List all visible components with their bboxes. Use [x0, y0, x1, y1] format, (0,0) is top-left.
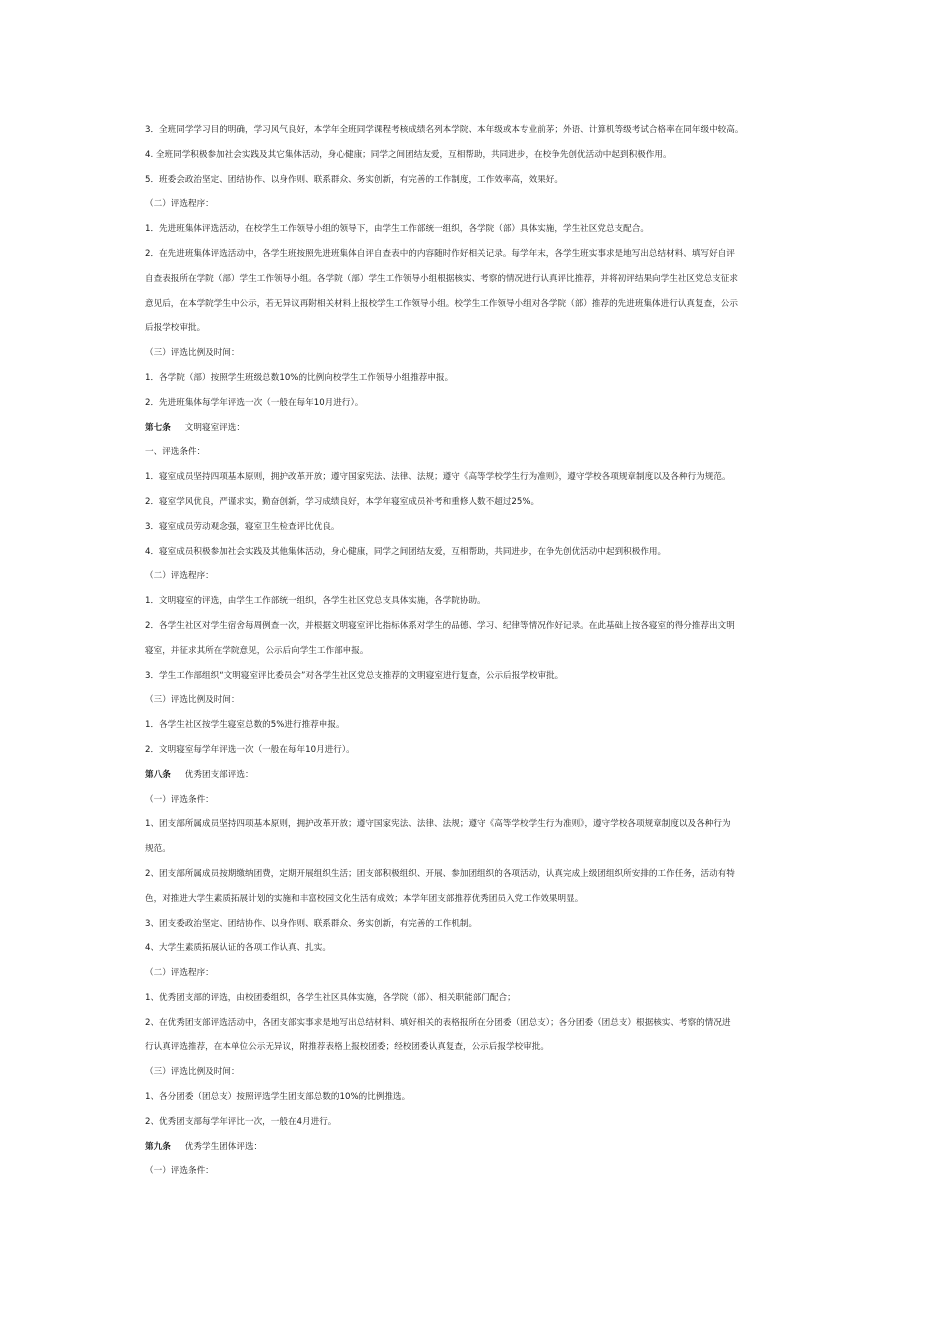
text-line: [145, 843, 815, 855]
line-text: 文明寝室评选：: [184, 422, 245, 433]
text-line: [145, 595, 815, 607]
line-text: 规范。: [145, 844, 171, 855]
text-line: [145, 322, 815, 334]
text-line: [145, 1091, 815, 1103]
text-line: [145, 620, 815, 632]
line-text: 2、优秀团支部每学年评比一次，一般在4月进行。: [145, 1116, 337, 1127]
line-text: 2．在先进班集体评选活动中，各学生班按照先进班集体自评自查表中的内容随时作好相关记录。每学年末，各学生班实事求是地写出总结材料、填写好自评: [145, 248, 735, 259]
line-text: 1．先进班集体评选活动，在校学生工作领导小组的领导下，由学生工作部统一组织，各学院（部）具体实施，学生社区党总支配合。: [145, 224, 649, 235]
line-text: 2．文明寝室每学年评选一次（一般在每年10月进行）。: [145, 744, 355, 755]
text-line: [145, 248, 815, 260]
text-line: [145, 1066, 815, 1078]
line-text: 2．各学生社区对学生宿舍每周例查一次，并根据文明寝室评比指标体系对学生的品德、学习、纪律等情况作好记录。在此基础上按各寝室的得分推荐出文明: [145, 620, 735, 631]
line-text: 优秀学生团体评选：: [184, 1141, 263, 1152]
text-line: [145, 496, 815, 508]
line-text: 优秀团支部评选：: [184, 769, 254, 780]
text-line: [145, 372, 815, 384]
text-line: [145, 546, 815, 558]
line-text: 4、大学生素质拓展认证的各项工作认真、扎实。: [145, 943, 331, 954]
text-line: [145, 149, 815, 161]
text-line: [145, 298, 815, 310]
line-text: 3．全班同学学习目的明确，学习风气良好，本学年全班同学课程考核成绩名列本学院、本年级或本专业前茅；外语、计算机等级考试合格率在同年级中较高。: [145, 125, 744, 135]
text-line: [145, 223, 815, 235]
text-line: [145, 273, 815, 285]
text-line: [145, 471, 815, 483]
text-line: [145, 174, 815, 186]
line-text: 1、优秀团支部的评选，由校团委组织，各学生社区具体实施，各学院（部）、相关职能部门配合；: [145, 992, 516, 1003]
line-text: 1、各分团委（团总支）按照评选学生团支部总数的10%的比例推选。: [145, 1092, 411, 1103]
line-text: （二）评选程序：: [145, 571, 214, 582]
text-line: [145, 719, 815, 731]
line-text: （一）评选条件：: [145, 794, 214, 805]
line-text: 5．班委会政治坚定、团结协作、以身作则、联系群众、务实创新，有完善的工作制度，工作效率高，效果好。: [145, 174, 563, 185]
line-text: 一、评选条件：: [145, 447, 206, 458]
text-line: [145, 670, 815, 682]
document-body: [145, 124, 815, 1190]
line-text: 3．学生工作部组织“文明寝室评比委员会”对各学生社区党总支推荐的文明寝室进行复查，公示后报学校审批。: [145, 670, 564, 681]
text-line: [145, 124, 815, 136]
text-line: [145, 1165, 815, 1177]
text-line: [145, 570, 815, 582]
line-text: （三）评选比例及时间：: [145, 1067, 240, 1078]
text-line: [145, 967, 815, 979]
text-line: [145, 918, 815, 930]
line-text: 色，对推进大学生素质拓展计划的实施和丰富校园文化生活有成效；本学年团支部推荐优秀团员入党工作效果明显。: [145, 893, 584, 904]
article-heading: [145, 422, 815, 434]
line-text: （三）评选比例及时间：: [145, 695, 240, 706]
article-heading: [145, 769, 815, 781]
text-line: [145, 645, 815, 657]
line-text: 3．寝室成员劳动观念强，寝室卫生检查评比优良。: [145, 521, 340, 532]
article-number: 第七条: [145, 422, 171, 433]
text-line: [145, 397, 815, 409]
line-text: 1．文明寝室的评选，由学生工作部统一组织，各学生社区党总支具体实施，各学院协助。: [145, 596, 486, 607]
line-text: （二）评选程序：: [145, 968, 214, 979]
text-line: [145, 868, 815, 880]
text-line: [145, 1017, 815, 1029]
line-text: 2、在优秀团支部评选活动中，各团支部实事求是地写出总结材料、填好相关的表格报所在分团委（团总支）；各分团委（团总支）根据核实、考察的情况进: [145, 1017, 731, 1028]
text-line: [145, 521, 815, 533]
line-text: 2．寝室学风优良，严谨求实，勤奋创新，学习成绩良好，本学年寝室成员补考和重修人数不超过25%。: [145, 496, 540, 507]
text-line: [145, 347, 815, 359]
article-heading: [145, 1141, 815, 1153]
article-number: 第八条: [145, 769, 171, 780]
text-line: [145, 1041, 815, 1053]
line-text: 4．寝室成员积极参加社会实践及其他集体活动，身心健康，同学之间团结友爱，互相帮助，共同进步，在争先创优活动中起到积极作用。: [145, 546, 667, 557]
line-text: （二）评选程序：: [145, 199, 214, 210]
line-text: 1．寝室成员坚持四项基本原则，拥护改革开放；遵守国家宪法、法律、法规；遵守《高等学校学生行为准则》，遵守学校各项规章制度以及各种行为规范。: [145, 472, 731, 483]
text-line: [145, 694, 815, 706]
line-text: 1．各学生社区按学生寝室总数的5%进行推荐申报。: [145, 720, 345, 731]
text-line: [145, 198, 815, 210]
line-text: 意见后，在本学院学生中公示，若无异议再附相关材料上报校学生工作领导小组。校学生工作领导小组对各学院（部）推荐的先进班集体进行认真复查，公示: [145, 298, 738, 309]
text-line: [145, 942, 815, 954]
line-text: （一）评选条件：: [145, 1166, 214, 1177]
text-line: [145, 446, 815, 458]
text-line: [145, 992, 815, 1004]
text-line: [145, 1116, 815, 1128]
line-text: （三）评选比例及时间：: [145, 348, 240, 359]
line-text: 4. 全班同学积极参加社会实践及其它集体活动，身心健康；同学之间团结友爱，互相帮助，共同进步，在校争先创优活动中起到积极作用。: [145, 149, 672, 160]
line-text: 寝室，并征求其所在学院意见，公示后向学生工作部申报。: [145, 645, 369, 656]
line-text: 后报学校审批。: [145, 323, 206, 334]
line-text: 2．先进班集体每学年评选一次（一般在每年10月进行）。: [145, 397, 364, 408]
text-line: [145, 794, 815, 806]
text-line: [145, 744, 815, 756]
article-number: 第九条: [145, 1141, 171, 1152]
line-text: 1、团支部所属成员坚持四项基本原则，拥护改革开放；遵守国家宪法、法律、法规；遵守《高等学校学生行为准则》，遵守学校各项规章制度以及各种行为: [145, 819, 731, 830]
line-text: 1．各学院（部）按照学生班级总数10%的比例向校学生工作领导小组推荐申报。: [145, 372, 454, 383]
text-line: [145, 893, 815, 905]
line-text: 行认真评选推荐，在本单位公示无异议，附推荐表格上报校团委；经校团委认真复查，公示后报学校审批。: [145, 1042, 549, 1053]
line-text: 2、团支部所属成员按期缴纳团费，定期开展组织生活；团支部积极组织、开展、参加团组织的各项活动，认真完成上级团组织所安排的工作任务，活动有特: [145, 868, 735, 879]
line-text: 3、团支委政治坚定、团结协作、以身作则、联系群众、务实创新，有完善的工作机制。: [145, 918, 478, 929]
line-text: 自查表报所在学院（部）学生工作领导小组。各学院（部）学生工作领导小组根据核实、考察的情况进行认真评比推荐，并将初评结果向学生社区党总支征求: [145, 273, 738, 284]
text-line: [145, 818, 815, 830]
